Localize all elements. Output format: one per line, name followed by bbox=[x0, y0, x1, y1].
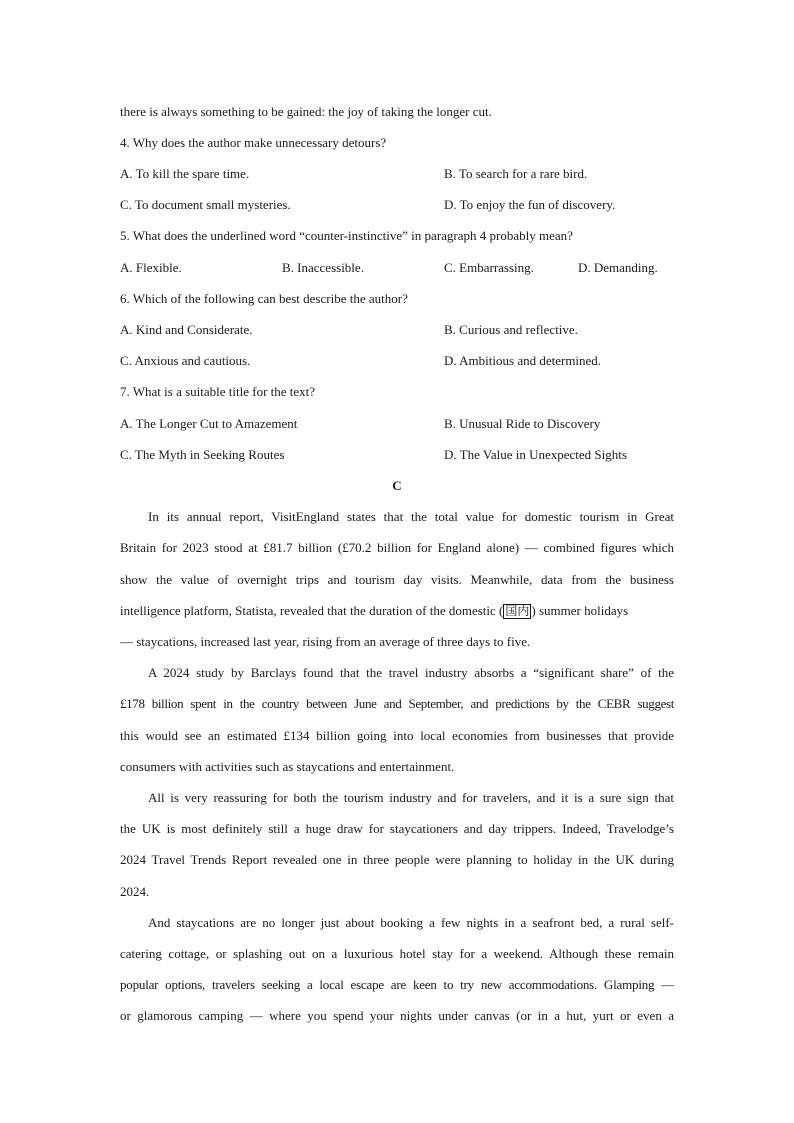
passage-c-p1-line-1: In its annual report, VisitEngland states that the total value for domestic tourism in Great bbox=[148, 509, 674, 524]
question-6-options-row-2 bbox=[120, 353, 674, 369]
passage-c-p3-line-3: 2024 Travel Trends Report revealed one in three people were planning to holiday in the UK during bbox=[120, 852, 674, 867]
question-4-options-row-1 bbox=[120, 166, 674, 182]
question-4-options-row-2 bbox=[120, 197, 674, 213]
question-4-option-a: A. To kill the spare time. bbox=[120, 166, 250, 181]
question-7-options-row-1 bbox=[120, 416, 674, 432]
question-4-stem: 4. Why does the author make unnecessary detours? bbox=[120, 135, 387, 150]
passage-c-p2-line-2: £178 billion spent in the country between June and September, and predictions by the CEBR suggest bbox=[120, 696, 674, 711]
passage-c-p1-line-4 bbox=[120, 603, 674, 619]
question-5-option-a: A. Flexible. bbox=[120, 260, 182, 275]
question-6-option-c: C. Anxious and cautious. bbox=[120, 353, 251, 368]
question-4-option-d: D. To enjoy the fun of discovery. bbox=[444, 197, 616, 212]
passage-c-p2-line-4: consumers with activities such as staycations and entertainment. bbox=[120, 759, 455, 774]
question-5-stem: 5. What does the underlined word “counter-instinctive” in paragraph 4 probably mean? bbox=[120, 228, 573, 243]
passage-c-p1-line-3: show the value of overnight trips and tourism day visits. Meanwhile, data from the business bbox=[120, 572, 674, 587]
passage-c-p3-line-1: All is very reassuring for both the tourism industry and for travelers, and it is a sure sign that bbox=[148, 790, 674, 805]
question-6-option-a: A. Kind and Considerate. bbox=[120, 322, 253, 337]
question-4-option-c: C. To document small mysteries. bbox=[120, 197, 291, 212]
passage-c-p4-line-4: or glamorous camping — where you spend your nights under canvas (or in a hut, yurt or even a bbox=[120, 1008, 674, 1023]
question-7-option-a: A. The Longer Cut to Amazement bbox=[120, 416, 298, 431]
passage-c-p3-line-2: the UK is most definitely still a huge draw for staycationers and day trippers. Indeed, Travelodge’s bbox=[120, 821, 674, 836]
passage-c-p2-line-1: A 2024 study by Barclays found that the travel industry absorbs a “significant share” of the bbox=[148, 665, 674, 680]
question-7-option-d: D. The Value in Unexpected Sights bbox=[444, 447, 627, 462]
passage-c-p1-line-4-tail: ) summer holidays bbox=[531, 603, 629, 618]
passage-c-p2-line-3: this would see an estimated £134 billion going into local economies from businesses that provide bbox=[120, 728, 674, 743]
passage-c-p3-line-4: 2024. bbox=[120, 884, 150, 899]
question-4-option-b: B. To search for a rare bird. bbox=[444, 166, 588, 181]
question-5-option-b: B. Inaccessible. bbox=[282, 260, 364, 275]
section-c-heading: C bbox=[392, 478, 402, 493]
question-6-stem: 6. Which of the following can best describe the author? bbox=[120, 291, 408, 306]
question-5-options-row bbox=[120, 260, 674, 276]
passage-c-p4-line-3: popular options, travelers seeking a local escape are keen to try new accommodations. Glamping — bbox=[120, 977, 674, 992]
passage-c-p1-line-2: Britain for 2023 stood at £81.7 billion (£70.2 billion for England alone) — combined figures which bbox=[120, 540, 674, 555]
question-6-option-b: B. Curious and reflective. bbox=[444, 322, 578, 337]
passage-c-p1-line-4-text: intelligence platform, Statista, revealed that the duration of the domestic ( bbox=[120, 603, 504, 618]
question-7-options-row-2 bbox=[120, 447, 674, 463]
question-6-option-d: D. Ambitious and determined. bbox=[444, 353, 602, 368]
question-7-option-c: C. The Myth in Seeking Routes bbox=[120, 447, 285, 462]
question-7-stem: 7. What is a suitable title for the text? bbox=[120, 384, 316, 399]
passage-c-p4-line-2: catering cottage, or splashing out on a luxurious hotel stay for a weekend. Although these remain bbox=[120, 946, 674, 961]
passage-c-p4-line-1: And staycations are no longer just about booking a few nights in a seafront bed, a rural self- bbox=[148, 915, 674, 930]
question-7-option-b: B. Unusual Ride to Discovery bbox=[444, 416, 601, 431]
passage-c-p1-line-5: — staycations, increased last year, rising from an average of three days to five. bbox=[120, 634, 531, 649]
passage-b-last-line: there is always something to be gained: the joy of taking the longer cut. bbox=[120, 104, 492, 119]
question-6-options-row-1 bbox=[120, 322, 674, 338]
chinese-gloss-domestic: 国内 bbox=[505, 604, 530, 618]
question-5-option-d: D. Demanding. bbox=[578, 260, 658, 275]
question-5-option-c: C. Embarrassing. bbox=[444, 260, 534, 275]
